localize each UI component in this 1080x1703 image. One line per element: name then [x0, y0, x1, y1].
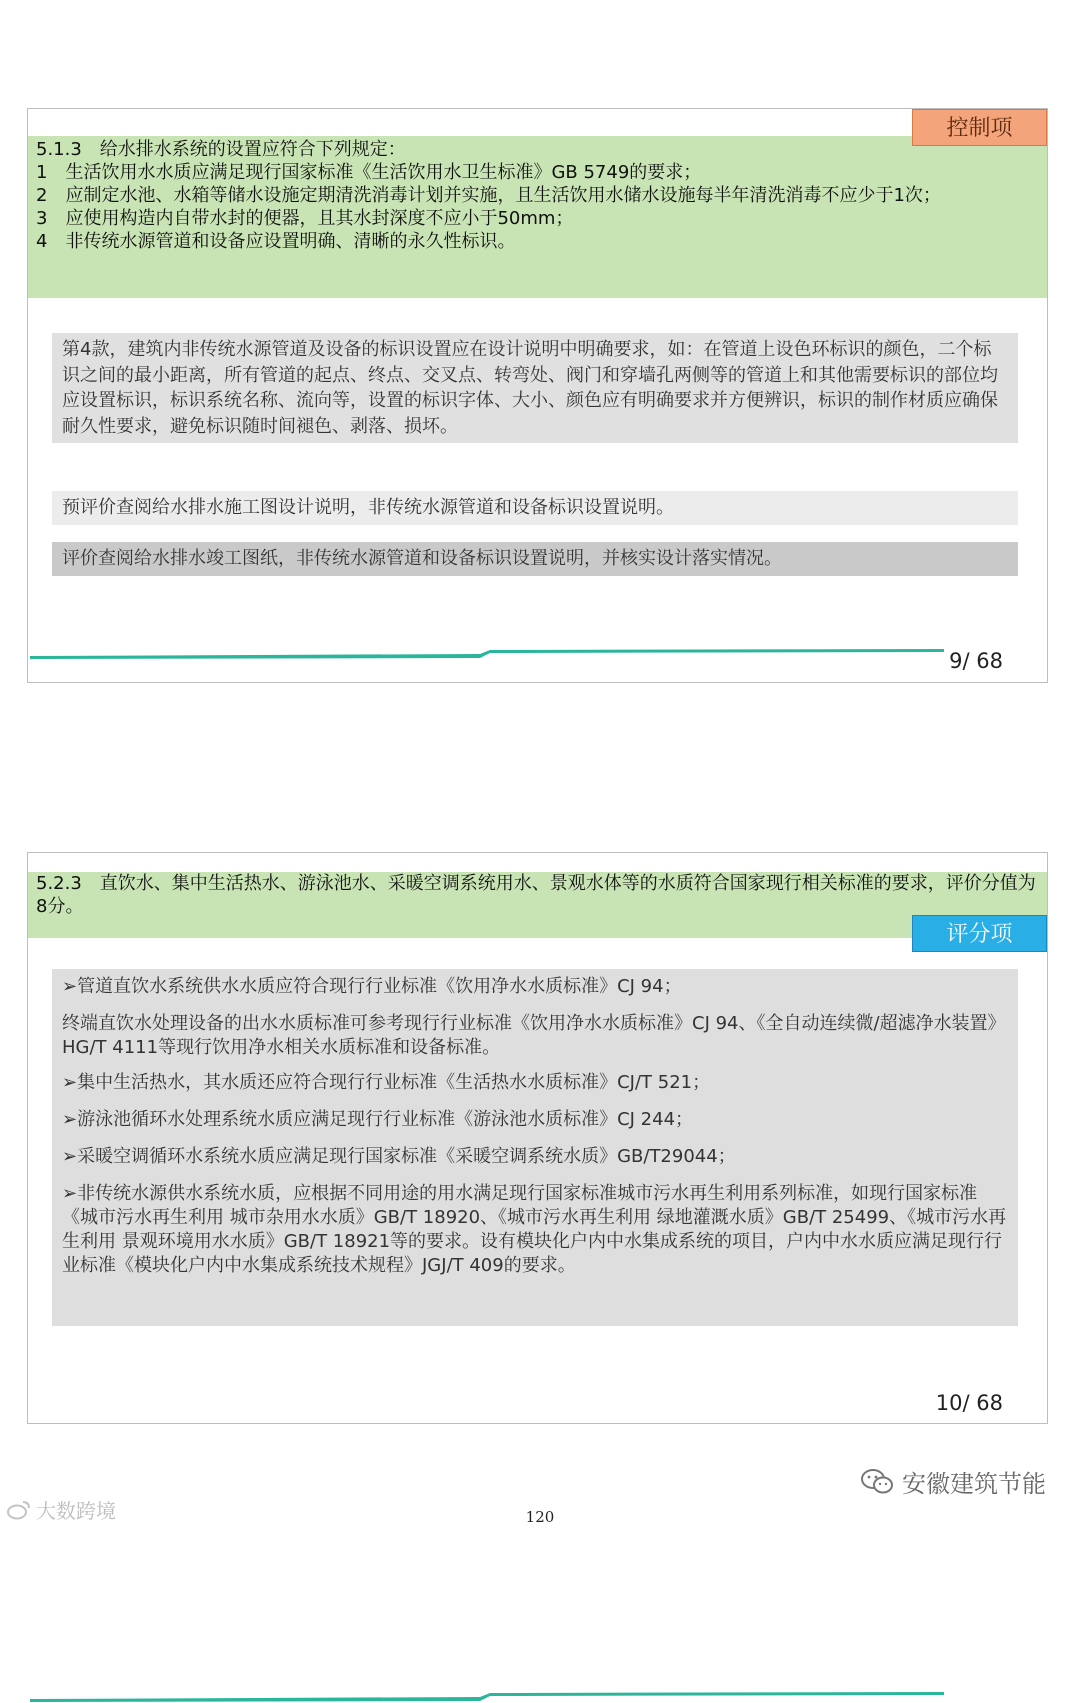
clause-box [28, 872, 1047, 938]
clause-item-2: 2 应制定水池、水箱等储水设施定期清洗消毒计划并实施，且生活饮用水储水设施每半年清洗消毒不应少于1次； [36, 185, 941, 206]
slide-page-number: 9/ 68 [949, 649, 1003, 673]
pre-evaluation-note: 预评价查阅给水排水施工图设计说明，非传统水源管道和设备标识设置说明。 [52, 491, 1018, 525]
note-item: 终端直饮水处理设备的出水水质标准可参考现行行业标准《饮用净水水质标准》CJ 94、《全自动连续微/超滤净水装置》HG/T 4111等现行饮用净水相关水质标准和设备标准。 [62, 1013, 1006, 1058]
clause-item-1: 1 生活饮用水水质应满足现行国家标准《生活饮用水卫生标准》GB 5749的要求； [36, 162, 702, 183]
watermark-text: 大数跨境 [36, 1499, 116, 1523]
footer-divider [30, 648, 944, 660]
slide-score-item [27, 852, 1048, 1424]
note-item: ➢非传统水源供水系统水质，应根据不同用途的用水满足现行国家标准城市污水再生利用系列标准，如现行国家标准《城市污水再生利用 城市杂用水水质》GB/T 18920、《城市污水再生利用 绿地灌溉水质》GB/T 25499、《城市污水再生利用 景观环境用水水质》GB/T 18921等的要求。设有模块化户内中水集成系统的项目，户内中水水质应满足现行行业标准《模块化户内中水集成系统技术规程》JGJ/T 409的要求。 [62, 1183, 1007, 1276]
note-item: ➢采暖空调循环水系统水质应满足现行国家标准《采暖空调系统水质》GB/T29044； [62, 1146, 736, 1167]
wechat-account-mark [860, 1464, 1046, 1499]
note-item: ➢管道直饮水系统供水水质应符合现行行业标准《饮用净水水质标准》CJ 94； [62, 976, 682, 997]
slide-page-number: 10/ 68 [935, 1391, 1003, 1415]
clause-title: 5.1.3 给水排水系统的设置应符合下列规定： [36, 139, 406, 160]
clause-title: 5.2.3 直饮水、集中生活热水、游泳池水、采暖空调系统用水、景观水体等的水质符合国家现行相关标准的要求，评价分值为8分。 [36, 873, 1036, 917]
evaluation-note: 评价查阅给水排水竣工图纸，非传统水源管道和设备标识设置说明，并核实设计落实情况。 [52, 542, 1018, 576]
wechat-icon [860, 1468, 894, 1496]
slide-control-item [27, 108, 1048, 683]
explanation-note [52, 969, 1018, 1326]
clause-item-4: 4 非传统水源管道和设备应设置明确、清晰的永久性标识。 [36, 231, 516, 252]
explanation-note: 第4款，建筑内非传统水源管道及设备的标识设置应在设计说明中明确要求，如：在管道上设色环标识的颜色，二个标识之间的最小距离，所有管道的起点、终点、交叉点、转弯处、阀门和穿墙孔两侧等的管道上和其他需要标识的部位均应设置标识，标识系统名称、流向等，设置的标识字体、大小、颜色应有明确要求并方便辨识，标识的制作材质应确保耐久性要求，避免标识随时间褪色、剥落、损坏。 [52, 333, 1018, 443]
score-item-tag: 评分项 [912, 915, 1047, 952]
clause-box [28, 136, 1047, 298]
document-page-number: 120 [525, 1508, 555, 1526]
control-item-tag: 控制项 [912, 109, 1047, 146]
note-item: ➢集中生活热水，其水质还应符合现行行业标准《生活热水水质标准》CJ/T 521； [62, 1072, 711, 1093]
footer-divider [30, 1691, 944, 1703]
clause-item-3: 3 应使用构造内自带水封的便器，且其水封深度不应小于50mm； [36, 208, 574, 229]
note-item: ➢游泳池循环水处理系统水质应满足现行行业标准《游泳池水质标准》CJ 244； [62, 1109, 694, 1130]
wechat-account-name: 安徽建筑节能 [902, 1470, 1046, 1498]
